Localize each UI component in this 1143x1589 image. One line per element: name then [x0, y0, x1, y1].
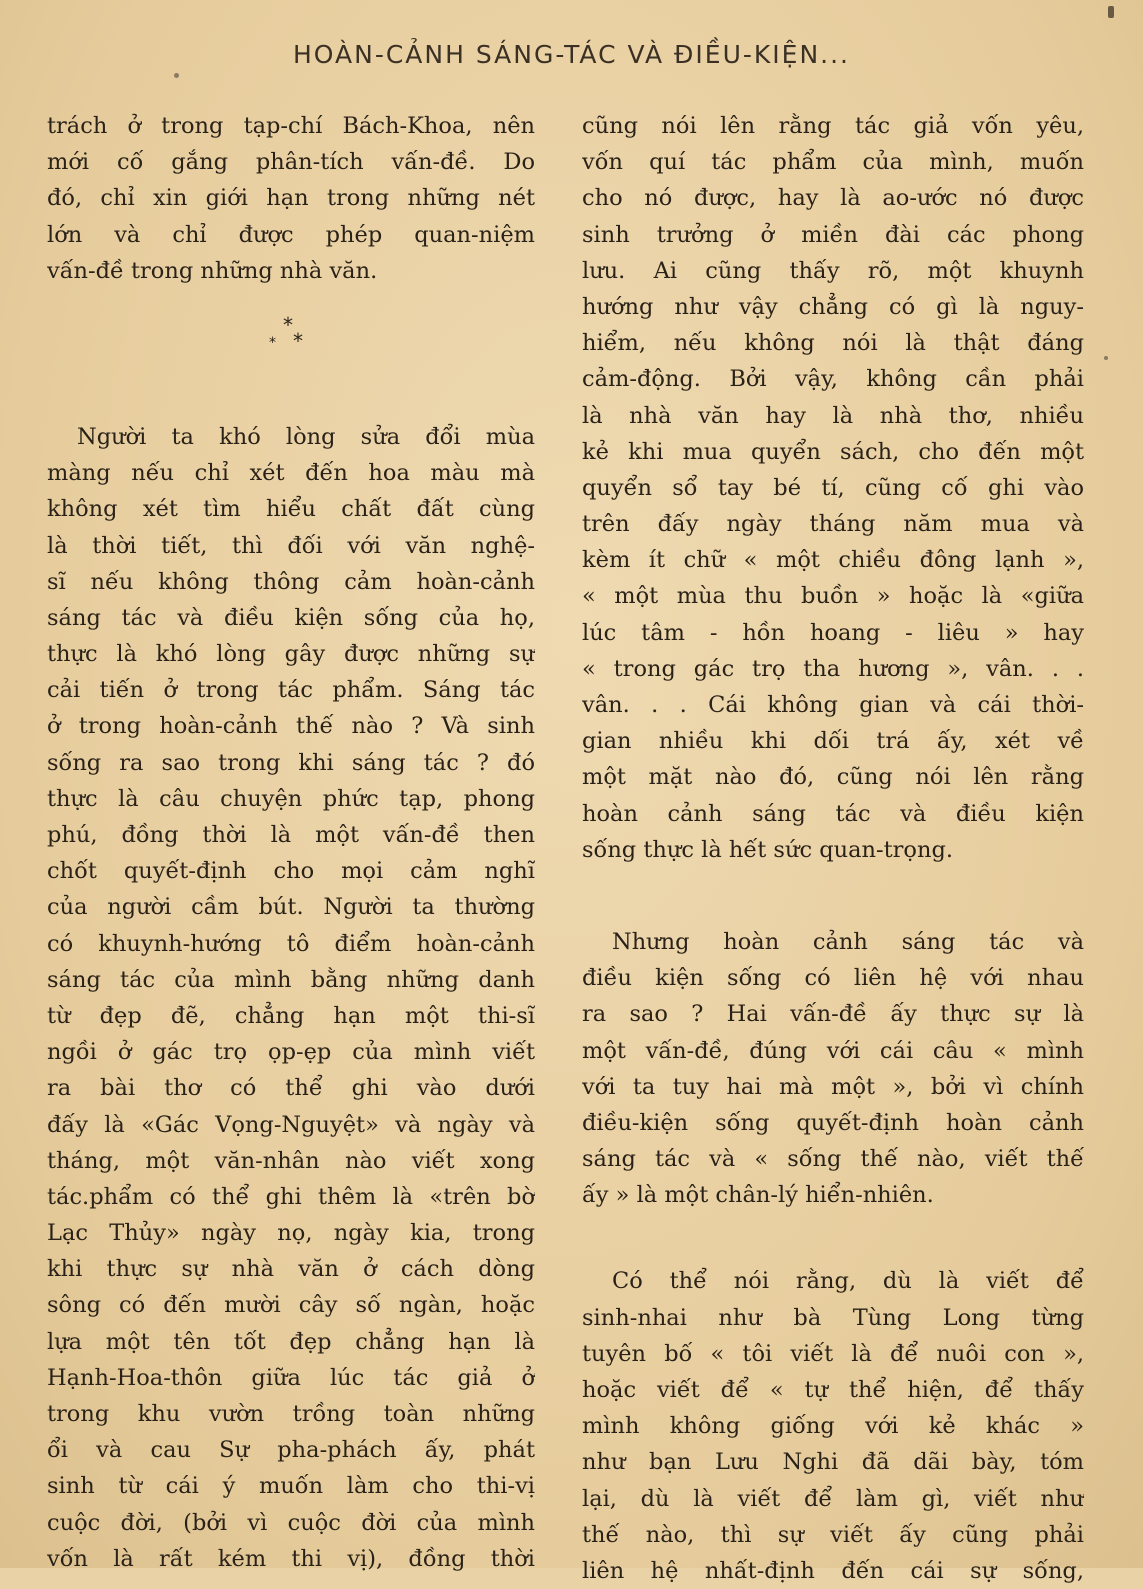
text-line: thực là câu chuyện phức tạp, phong: [47, 785, 535, 812]
text-line: khi thực sự nhà văn ở cách dòng: [47, 1256, 535, 1283]
text-line: sống thực là hết sức quan-trọng.: [582, 836, 954, 863]
text-line: lại, dù là viết để làm gì, viết như: [582, 1485, 1084, 1512]
text-line: sĩ nếu không thông cảm hoàn-cảnh: [47, 568, 535, 595]
text-line: lúc tâm - hồn hoang - liêu » hay: [582, 619, 1084, 646]
text-line: lớn và chỉ được phép quan-niệm: [47, 221, 535, 248]
text-line: sông có đến mười cây số ngàn, hoặc: [47, 1292, 535, 1319]
text-line: là thời tiết, thì đối với văn nghệ-: [47, 532, 535, 559]
asterism-star: *: [283, 312, 293, 337]
text-line: Lạc Thủy» ngày nọ, ngày kia, trong: [47, 1220, 535, 1247]
text-line: thế nào, thì sự viết ấy cũng phải: [582, 1521, 1084, 1548]
text-line: của người cầm bút. Người ta thường: [47, 894, 535, 921]
text-line: sáng tác và « sống thế nào, viết thế: [582, 1146, 1084, 1173]
text-line: ra sao ? Hai vấn-đề ấy thực sự là: [582, 1001, 1084, 1028]
section-separator: [47, 289, 535, 419]
text-line: sáng tác của mình bằng những danh: [47, 966, 535, 993]
text-line: sinh trưởng ở miền đài các phong: [582, 221, 1084, 248]
text-line: Người ta khó lòng sửa đổi mùa: [77, 423, 535, 450]
text-line: cảm-động. Bởi vậy, không cần phải: [582, 366, 1084, 393]
text-line: với ta tuy hai mà một », bởi vì chính: [582, 1073, 1084, 1100]
text-line: một mặt nào đó, cũng nói lên rằng: [582, 764, 1084, 791]
text-line: ở trong hoàn-cảnh thế nào ? Và sinh: [47, 713, 535, 740]
text-line: « một mùa thu buồn » hoặc là «giữa: [582, 583, 1084, 610]
text-line: kẻ khi mua quyển sách, cho đến một: [582, 438, 1084, 465]
text-line: lưu. Ai cũng thấy rõ, một khuynh: [582, 257, 1084, 284]
paragraph: [47, 419, 535, 1577]
text-line: từ đẹp đẽ, chẳng hạn một thi-sĩ: [47, 1002, 535, 1029]
text-line: thực là khó lòng gây được những sự: [47, 641, 535, 668]
paragraph: [582, 108, 1084, 868]
text-line: cho nó được, hay là ao-ước nó được: [582, 185, 1084, 212]
text-line: có khuynh-hướng tô điểm hoàn-cảnh: [47, 930, 535, 957]
text-line: ấy » là một chân-lý hiển-nhiên.: [582, 1182, 934, 1209]
text-line: tuyên bố « tôi viết là để nuôi con »,: [582, 1340, 1084, 1367]
text-line: hiểm, nếu không nói là thật đáng: [582, 330, 1084, 357]
text-line: Hạnh-Hoa-thôn giữa lúc tác giả ở: [47, 1364, 535, 1391]
text-line: phú, đồng thời là một vấn-đề then: [47, 822, 535, 848]
text-line: sống ra sao trong khi sáng tác ? đó: [47, 749, 535, 776]
text-line: là nhà văn hay là nhà thơ, nhiều: [582, 402, 1084, 429]
text-line: điều kiện sống có liên hệ với nhau: [582, 965, 1084, 992]
text-line: vốn là rất kém thi vị), đồng thời: [47, 1545, 535, 1572]
text-line: sáng tác và điều kiện sống của họ,: [47, 604, 535, 631]
paper-speck: [1104, 356, 1108, 360]
text-line: đó, chỉ xin giới hạn trong những nét: [47, 185, 535, 212]
text-line: gian nhiều khi dối trá ấy, xét về: [582, 728, 1084, 755]
text-line: đấy là «Gác Vọng-Nguyệt» và ngày và: [47, 1111, 535, 1138]
text-line: cuộc đời, (bởi vì cuộc đời của mình: [47, 1509, 535, 1536]
running-header: HOÀN-CẢNH SÁNG-TÁC VÀ ĐIỀU-KIỆN...: [292, 40, 850, 69]
text-line: tháng, một văn-nhân nào viết xong: [47, 1147, 535, 1174]
paragraph-gap: [582, 1213, 1084, 1263]
text-line: lựa một tên tốt đẹp chẳng hạn là: [47, 1328, 535, 1355]
text-line: sinh từ cái ý muốn làm cho thi-vị: [47, 1473, 535, 1500]
text-line: tác.phẩm có thể ghi thêm là «trên bờ: [47, 1183, 535, 1210]
left-column: [47, 108, 535, 1577]
text-line: « trong gác trọ tha hương », vân. . .: [582, 655, 1084, 682]
text-line: liên hệ nhất-định đến cái sự sống,: [582, 1557, 1084, 1584]
right-column: [582, 108, 1084, 1589]
text-line: vốn quí tác phẩm của mình, muốn: [582, 149, 1084, 176]
paper-speck: [1108, 6, 1114, 18]
paragraph-gap: [582, 868, 1084, 924]
text-line: một vấn-đề, đúng với cái câu « mình: [582, 1037, 1084, 1064]
text-line: hoặc viết để « tự thể hiện, để thấy: [582, 1377, 1084, 1403]
text-line: Nhưng hoàn cảnh sáng tác và: [612, 928, 1084, 955]
paragraph: [47, 108, 535, 289]
text-line: Có thể nói rằng, dù là viết để: [612, 1268, 1084, 1295]
text-line: mình không giống với kẻ khác »: [582, 1413, 1084, 1440]
text-line: chốt quyết-định cho mọi cảm nghĩ: [47, 858, 535, 885]
text-line: vấn-đề trong những nhà văn.: [47, 257, 378, 284]
paragraph: [582, 924, 1084, 1214]
text-line: vân. . . Cái không gian và cái thời-: [582, 692, 1084, 718]
text-line: trách ở trong tạp-chí Bách-Khoa, nên: [47, 113, 535, 139]
text-line: ngồi ở gác trọ ọp-ẹp của mình viết: [47, 1039, 535, 1066]
paragraph: [582, 1263, 1084, 1589]
text-line: ổi và cau Sự pha-phách ấy, phát: [47, 1437, 535, 1464]
text-line: màng nếu chỉ xét đến hoa màu mà: [47, 460, 535, 487]
text-line: mới cố gắng phân-tích vấn-đề. Do: [47, 149, 535, 176]
asterism-star: *: [293, 328, 303, 353]
text-line: hoàn cảnh sáng tác và điều kiện: [582, 800, 1084, 827]
text-line: ra bài thơ có thể ghi vào dưới: [47, 1075, 535, 1102]
asterism-star: *: [269, 334, 276, 351]
text-line: cũng nói lên rằng tác giả vốn yêu,: [582, 113, 1084, 139]
text-line: sinh-nhai như bà Tùng Long từng: [582, 1304, 1084, 1331]
paper-speck: [174, 73, 179, 78]
text-line: kèm ít chữ « một chiều đông lạnh »,: [582, 547, 1084, 574]
text-line: trên đấy ngày tháng năm mua và: [582, 511, 1084, 538]
text-line: quyển sổ tay bé tí, cũng cố ghi vào: [582, 474, 1084, 501]
text-line: cải tiến ở trong tác phẩm. Sáng tác: [47, 677, 535, 704]
text-line: hướng như vậy chẳng có gì là nguy-: [582, 293, 1084, 320]
text-line: như bạn Lưu Nghi đã dãi bày, tóm: [582, 1449, 1084, 1476]
text-line: không xét tìm hiểu chất đất cùng: [47, 496, 535, 523]
text-line: điều-kiện sống quyết-định hoàn cảnh: [582, 1109, 1084, 1136]
text-line: trong khu vườn trồng toàn những: [47, 1401, 535, 1427]
